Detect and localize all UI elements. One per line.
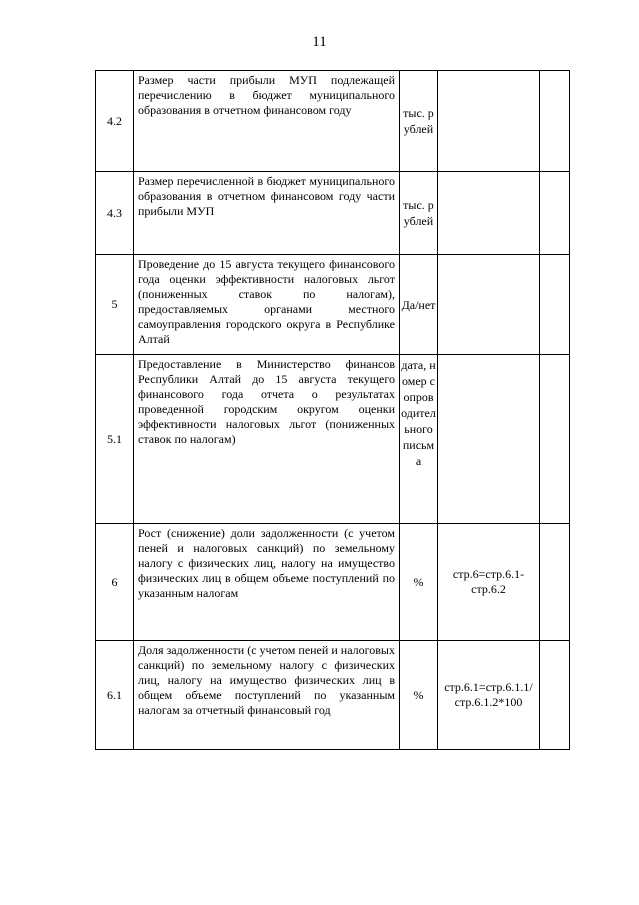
row-description: Размер перечисленной в бюджет муниципального образования в отчетном финансовом году части прибыли МУП: [134, 172, 400, 255]
row-value-cell: [540, 641, 570, 750]
row-number: 6.1: [96, 641, 134, 750]
row-unit: %: [400, 524, 438, 641]
row-value-cell: [540, 71, 570, 172]
row-value-cell: [540, 172, 570, 255]
row-unit: тыс. рублей: [400, 172, 438, 255]
table-row: [96, 355, 570, 524]
row-formula: [438, 355, 540, 524]
row-value-cell: [540, 524, 570, 641]
row-number: 4.2: [96, 71, 134, 172]
page-number: 11: [312, 34, 327, 50]
row-description: Предоставление в Министерство финансов Республики Алтай до 15 августа текущего финансового года отчета о результатах проведенной городским округом оценки эффективности налоговых льгот (пониженных ставок по налогам): [134, 355, 400, 524]
row-unit: тыс. рублей: [400, 71, 438, 172]
row-unit: Да/нет: [400, 255, 438, 355]
row-unit: дата, номер сопроводительного письма: [400, 355, 438, 524]
row-formula: [438, 172, 540, 255]
row-number: 5.1: [96, 355, 134, 524]
row-unit: %: [400, 641, 438, 750]
row-number: 6: [96, 524, 134, 641]
table-row: [96, 641, 570, 750]
table-row: [96, 172, 570, 255]
row-value-cell: [540, 255, 570, 355]
table-row: [96, 524, 570, 641]
table-row: [96, 71, 570, 172]
row-formula: стр.6=стр.6.1-стр.6.2: [438, 524, 540, 641]
row-description: Размер части прибыли МУП подлежащей перечислению в бюджет муниципального образования в отчетном финансовом году: [134, 71, 400, 172]
row-number: 4.3: [96, 172, 134, 255]
row-description: Проведение до 15 августа текущего финансового года оценки эффективности налоговых льгот (пониженных ставок по налогам), предоставляемых органами местного самоуправления городского округа в Республике Алтай: [134, 255, 400, 355]
table-row: [96, 255, 570, 355]
row-formula: [438, 71, 540, 172]
row-description: Доля задолженности (с учетом пеней и налоговых санкций) по земельному налогу с физических лиц, налогу на имущество физических лиц в общем объеме поступлений по указанным налогам за отчетный финансовый год: [134, 641, 400, 750]
row-description: Рост (снижение) доли задолженности (с учетом пеней и налоговых санкций) по земельному налогу с физических лиц, налогу на имущество физических лиц в общем объеме поступлений по указанным налогам: [134, 524, 400, 641]
row-value-cell: [540, 355, 570, 524]
indicators-table: [95, 70, 570, 750]
row-formula: [438, 255, 540, 355]
row-number: 5: [96, 255, 134, 355]
row-formula: стр.6.1=стр.6.1.1/стр.6.1.2*100: [438, 641, 540, 750]
